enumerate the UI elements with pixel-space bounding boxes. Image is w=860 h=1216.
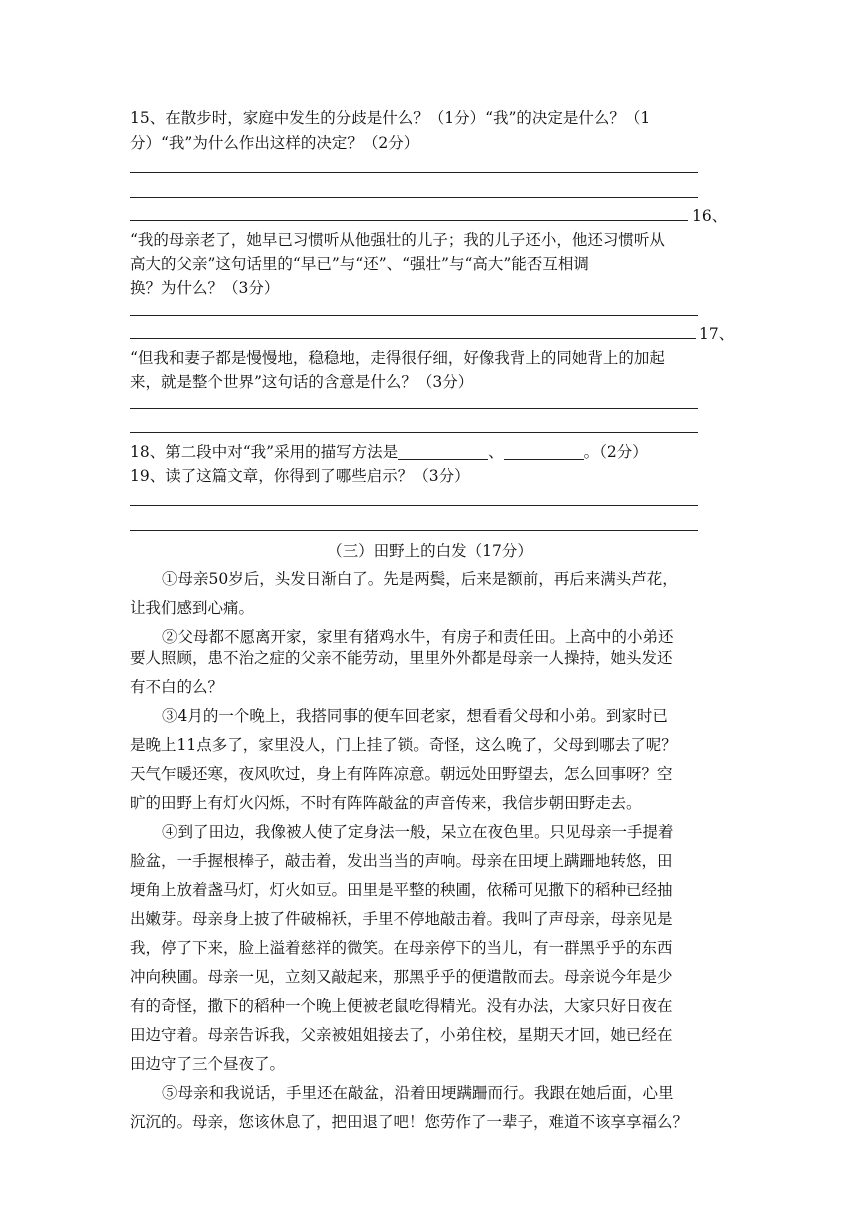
answer-line: [130, 315, 698, 316]
q16-text-line-2: 高大的父亲”这句话里的“早已”与“还”、“强壮”与“高大”能否互相调: [130, 255, 589, 273]
q18-suffix: 。（2分）: [583, 443, 648, 461]
q16-text-line-3: 换？为什么？（3分）: [130, 279, 280, 297]
q18-prefix: 18、第二段中对“我”采用的描写方法是: [130, 443, 399, 461]
p4-line: 田边守了三个昼夜了。: [130, 1055, 286, 1073]
answer-line: [130, 505, 698, 506]
q17-text-line-2: 来，就是整个世界”这句话的含意是什么？（3分）: [130, 373, 474, 391]
answer-line: [130, 220, 688, 221]
q17-text-line-1: “但我和妻子都是慢慢地，稳稳地，走得很仔细，好像我背上的同她背上的加起: [130, 349, 665, 367]
p4-line: 冲向秧圃。母亲一见，立刻又敲起来，那黑乎乎的便遣散而去。母亲说今年是少: [130, 968, 673, 986]
q18-blank-1[interactable]: [398, 443, 488, 460]
p3-line: ③4月的一个晚上，我搭同事的便车回老家，想看看父母和小弟。到家时已: [162, 707, 668, 725]
q15-text-line-1: 15、在散步时，家庭中发生的分歧是什么？（1分）“我”的决定是什么？（1: [130, 109, 651, 127]
q16-text-line-1: “我的母亲老了，她早已习惯听从他强壮的儿子；我的儿子还小，他还习惯听从: [130, 231, 665, 249]
q18-question: [130, 440, 648, 464]
answer-line: [130, 197, 698, 198]
p1-line: ①母亲50岁后，头发日渐白了。先是两鬓，后来是额前，再后来满头芦花，: [162, 570, 678, 588]
q15-text-line-2: 分）“我”为什么作出这样的决定？（2分）: [130, 134, 420, 152]
q17-number: 17、: [699, 325, 735, 343]
p3-line: 天气乍暖还寒，夜风吹过，身上有阵阵凉意。朝远处田野望去，怎么回事呀？空: [130, 765, 673, 783]
answer-line: [130, 432, 698, 433]
p2-line: 要人照顾，患不治之症的父亲不能劳动，里里外外都是母亲一人操持，她头发还: [130, 649, 673, 667]
p3-line: 是晚上11点多了，家里没人，门上挂了锁。奇怪，这么晚了，父母到哪去了呢？: [130, 736, 677, 754]
p3-line: 旷的田野上有灯火闪烁，不时有阵阵敲盆的声音传来，我信步朝田野走去。: [130, 794, 642, 812]
p4-line: ④到了田边，我像被人使了定身法一般，呆立在夜色里。只见母亲一手提着: [162, 823, 674, 841]
q19-text-line-1: 19、读了这篇文章，你得到了哪些启示？（3分）: [130, 467, 470, 485]
p4-line: 有的奇怪，撒下的稻种一个晚上便被老鼠吃得精光。没有办法，大家只好日夜在: [130, 997, 673, 1015]
p5-line: ⑤母亲和我说话，手里还在敲盆，沿着田埂蹒跚而行。我跟在她后面，心里: [162, 1084, 674, 1102]
answer-line: [130, 530, 698, 531]
p4-line: 埂角上放着盏马灯，灯火如豆。田里是平整的秧圃，依稀可见撒下的稻种已经抽: [130, 881, 673, 899]
answer-line: [130, 408, 698, 409]
answer-line: [130, 338, 696, 339]
p4-line: 田边守着。母亲告诉我，父亲被姐姐接去了，小弟住校，星期天才回，她已经在: [130, 1026, 673, 1044]
q18-separator: 、: [488, 443, 504, 461]
p5-line: 沉沉的。母亲，您该休息了，把田退了吧！您劳作了一辈子，难道不该享享福么？: [130, 1113, 689, 1131]
answer-line: [130, 172, 698, 173]
p2-line: 有不白的么？: [130, 678, 224, 696]
p4-line: 我，停了下来，脸上溢着慈祥的微笑。在母亲停下的当儿，有一群黑乎乎的东西: [130, 939, 673, 957]
q18-blank-2[interactable]: [504, 443, 584, 460]
p1-line: 让我们感到心痛。: [130, 599, 255, 617]
p2-line: ②父母都不愿离开家，家里有猪鸡水牛，有房子和责任田。上高中的小弟还: [162, 628, 674, 646]
passage-title: （三）田野上的白发（17分）: [327, 542, 533, 560]
q16-number: 16、: [692, 207, 728, 225]
p4-line: 出嫩芽。母亲身上披了件破棉袄，手里不停地敲击着。我叫了声母亲，母亲见是: [130, 910, 673, 928]
p4-line: 脸盆，一手握根棒子，敲击着，发出当当的声响。母亲在田埂上蹒跚地转悠，田: [130, 852, 673, 870]
